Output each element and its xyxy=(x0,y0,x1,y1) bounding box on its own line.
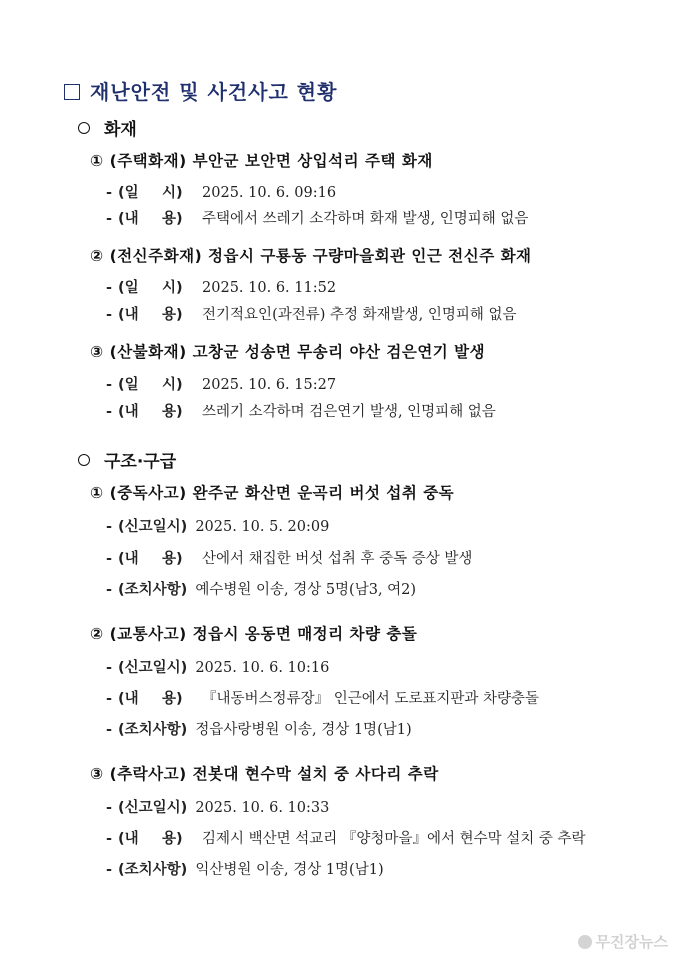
rescue-case-2-report: - (신고일시) 2025. 10. 6. 10:16 xyxy=(106,659,330,676)
rescue-case-1-action: - (조치사항) 예수병원 이송, 경상 5명(남3, 여2) xyxy=(106,581,417,598)
fire-case-3-content: - (내 용) 쓰레기 소각하며 검은연기 발생, 인명피해 없음 xyxy=(106,403,496,420)
rescue-case-2-action: - (조치사항) 정읍사랑병원 이송, 경상 1명(남1) xyxy=(106,721,412,738)
rescue-case-3-content: - (내 용) 김제시 백산면 석교리 『양청마을』에서 현수막 설치 중 추락 xyxy=(106,830,586,847)
fire-case-1-date: - (일 시) 2025. 10. 6. 09:16 xyxy=(106,184,337,201)
fire-heading: 화재 xyxy=(78,115,137,140)
rescue-case-2-title: ② (교통사고) 정읍시 옹동면 매정리 차량 충돌 xyxy=(90,625,418,643)
fire-case-3-date: - (일 시) 2025. 10. 6. 15:27 xyxy=(106,376,337,393)
rescue-case-1-title: ① (중독사고) 완주군 화산면 운곡리 버섯 섭취 중독 xyxy=(90,484,455,502)
fire-case-2-content: - (내 용) 전기적요인(과전류) 추정 화재발생, 인명피해 없음 xyxy=(106,306,517,323)
section-title xyxy=(64,76,337,105)
rescue-case-3-title: ③ (추락사고) 전봇대 현수막 설치 중 사다리 추락 xyxy=(90,765,439,783)
rescue-case-1-content: - (내 용) 산에서 채집한 버섯 섭취 후 중독 증상 발생 xyxy=(106,550,473,567)
fire-case-2-title: ② (전신주화재) 정읍시 구룡동 구량마을회관 인근 전신주 화재 xyxy=(90,247,532,265)
rescue-case-3-action: - (조치사항) 익산병원 이송, 경상 1명(남1) xyxy=(106,861,384,878)
rescue-case-2-content: - (내 용) 『내동버스정류장』 인근에서 도로표지판과 차량충돌 xyxy=(106,690,540,707)
circle-bullet-icon xyxy=(78,122,90,134)
rescue-case-3-report: - (신고일시) 2025. 10. 6. 10:33 xyxy=(106,799,330,816)
fire-case-3-title: ③ (산불화재) 고창군 성송면 무송리 야산 검은연기 발생 xyxy=(90,343,486,361)
rescue-heading: 구조·구급 xyxy=(78,447,176,472)
fire-case-1-title: ① (주택화재) 부안군 보안면 상입석리 주택 화재 xyxy=(90,152,433,170)
logo-icon xyxy=(578,935,592,949)
section-title-text: 재난안전 및 사건사고 현황 xyxy=(90,80,338,104)
fire-case-1-content: - (내 용) 주택에서 쓰레기 소각하며 화재 발생, 인명피해 없음 xyxy=(106,210,529,227)
fire-case-2-date: - (일 시) 2025. 10. 6. 11:52 xyxy=(106,279,337,296)
watermark: 무진장뉴스 xyxy=(578,931,668,952)
circle-bullet-icon xyxy=(78,454,90,466)
checkbox-square-icon xyxy=(64,84,80,100)
rescue-case-1-report: - (신고일시) 2025. 10. 5. 20:09 xyxy=(106,518,330,535)
